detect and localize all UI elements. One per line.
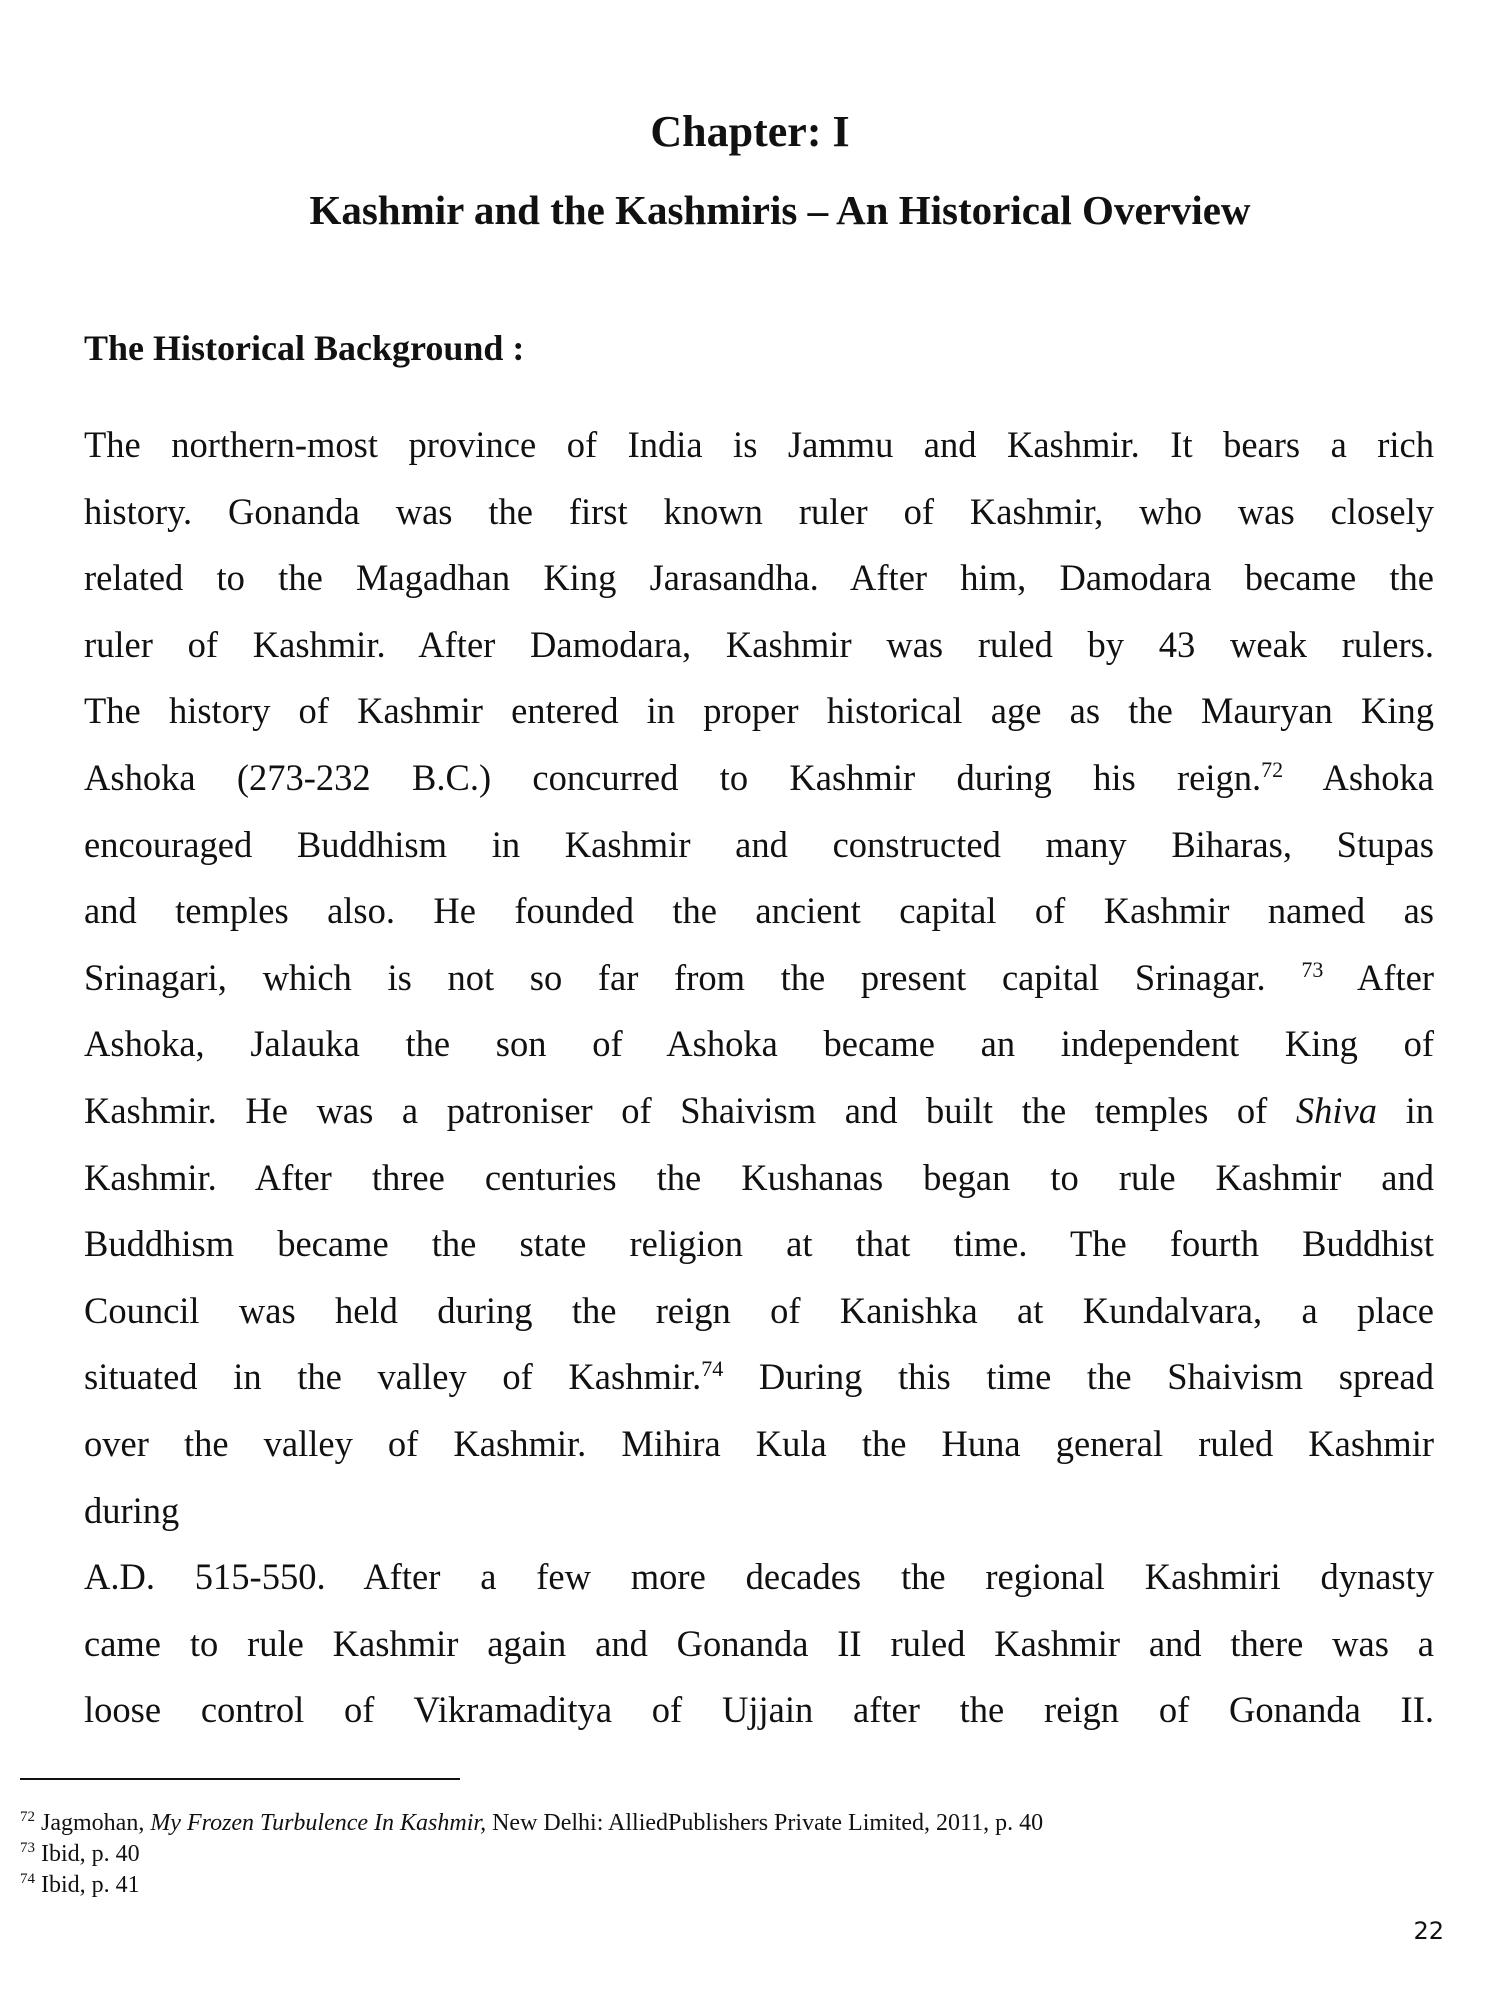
- footnote-divider: [20, 1778, 460, 1780]
- text-line: Kashmir. After three centuries the Kushanas began to rule Kashmir and: [84, 1156, 1434, 1198]
- text-line: ruler of Kashmir. After Damodara, Kashmir was ruled by 43 weak rulers.: [84, 623, 1434, 665]
- text-line: A.D. 515-550. After a few more decades the regional Kashmiri dynasty: [84, 1556, 1434, 1598]
- text-line: Kashmir. He was a patroniser of Shaivism and built the temples of Shiva in: [84, 1089, 1434, 1131]
- section-heading: The Historical Background :: [84, 328, 525, 368]
- text-line: encouraged Buddhism in Kashmir and constructed many Biharas, Stupas: [84, 823, 1434, 865]
- text-line: The history of Kashmir entered in proper historical age as the Mauryan King: [84, 690, 1434, 732]
- text-line: during: [84, 1489, 180, 1531]
- footnote-72: $^{72}$ Jagmohan, My Frozen Turbulence In Kashmir, New Delhi: AlliedPublishers Private Limited, 2011, p. 40: [20, 1809, 1044, 1836]
- footnotes: [20, 1808, 1440, 1901]
- text-line: Buddhism became the state religion at that time. The fourth Buddhist: [84, 1223, 1434, 1265]
- text-line: related to the Magadhan King Jarasandha. After him, Damodara became the: [84, 557, 1434, 599]
- chapter-number: Chapter: I: [650, 107, 850, 156]
- footnote-ref: 73: [1301, 956, 1324, 982]
- footnote-ref: 72: [1261, 756, 1284, 782]
- text-line: and temples also. He founded the ancient capital of Kashmir named as: [84, 890, 1434, 932]
- text-line: Council was held during the reign of Kanishka at Kundalvara, a place: [84, 1289, 1434, 1331]
- text-line: Ashoka (273-232 B.C.) concurred to Kashmir during his reign.$^{72}$ Ashoka: [84, 756, 1434, 798]
- footnote-ref: 74: [701, 1356, 724, 1382]
- chapter-title: Kashmir and the Kashmiris – An Historical Overview: [309, 187, 1251, 233]
- text-line: history. Gonanda was the first known ruler of Kashmir, who was closely: [84, 490, 1434, 532]
- text-line: loose control of Vikramaditya of Ujjain after the reign of Gonanda II.: [84, 1689, 1434, 1731]
- body-paragraph: [84, 412, 1434, 1744]
- italic-term: Shiva: [1295, 1089, 1377, 1131]
- text-line: The northern-most province of India is Jammu and Kashmir. It bears a rich: [84, 424, 1434, 465]
- page-number: 22: [1413, 1917, 1444, 1945]
- footnote-74: $^{74}$ Ibid, p. 41: [20, 1871, 140, 1898]
- text-line: came to rule Kashmir again and Gonanda II ruled Kashmir and there was a: [84, 1622, 1434, 1664]
- text-line: Srinagari, which is not so far from the present capital Srinagar. $^{73}$ After: [84, 956, 1434, 998]
- text-line: situated in the valley of Kashmir.$^{74}$ During this time the Shaivism spread: [84, 1356, 1434, 1398]
- text-line: over the valley of Kashmir. Mihira Kula the Huna general ruled Kashmir: [84, 1422, 1434, 1464]
- footnote-73: $^{73}$ Ibid, p. 40: [20, 1840, 140, 1867]
- text-line: Ashoka, Jalauka the son of Ashoka became an independent King of: [84, 1023, 1434, 1065]
